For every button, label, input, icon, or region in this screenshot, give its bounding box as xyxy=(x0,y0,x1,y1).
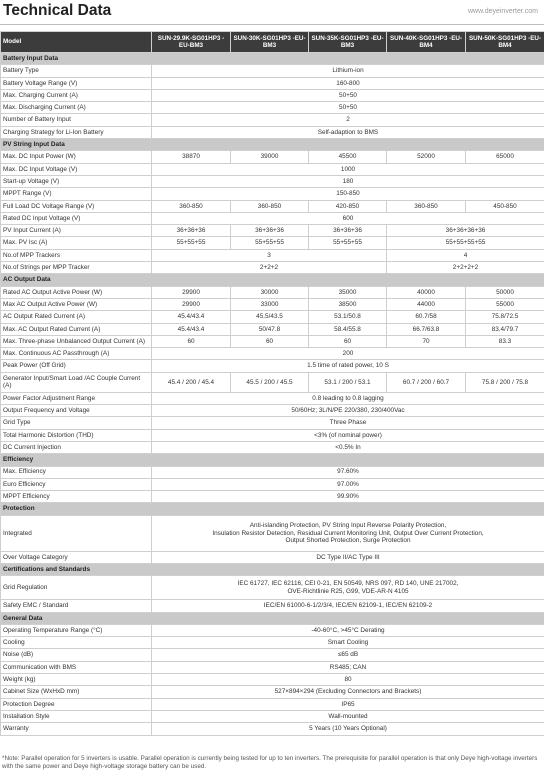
section-title: Efficiency xyxy=(1,454,544,466)
table-row xyxy=(1,360,544,372)
row-value: Self-adaption to BMS xyxy=(152,126,544,138)
table-row xyxy=(1,674,544,686)
section-header-row xyxy=(1,139,544,151)
row-value: 52000 xyxy=(387,151,466,163)
table-header-row xyxy=(1,32,544,53)
section-header-row xyxy=(1,563,544,575)
website-link[interactable]: www.deyeinverter.com xyxy=(467,8,538,15)
row-value: 1.5 time of rated power, 10 S xyxy=(152,360,544,372)
row-label: MPPT Efficiency xyxy=(1,491,152,503)
table-row xyxy=(1,237,544,249)
row-value: 36+36+36+36 xyxy=(387,225,544,237)
row-label: PV Input Current (A) xyxy=(1,225,152,237)
row-label: Charging Strategy for Li-Ion Battery xyxy=(1,126,152,138)
row-label: Battery Voltage Range (V) xyxy=(1,77,152,89)
row-value: 527×894×294 (Excluding Connectors and Brackets) xyxy=(152,686,544,698)
row-value: 44000 xyxy=(387,298,466,310)
row-value: Anti-islanding Protection, PV String Input Reverse Polarity Protection, Insulation Resistor Detection, Residual Current Monitoring Unit, Output Over Current Protection, Output Shorted Protection, Surge Protection xyxy=(152,515,544,551)
row-label: Noise (dB) xyxy=(1,649,152,661)
row-label: Warranty xyxy=(1,723,152,735)
row-value: 83.3 xyxy=(466,335,544,347)
row-value: RS485; CAN xyxy=(152,661,544,673)
row-value: -40-60°C, >45°C Derating xyxy=(152,624,544,636)
row-label: Weight (kg) xyxy=(1,674,152,686)
row-label: Output Frequency and Voltage xyxy=(1,405,152,417)
spec-table-body xyxy=(1,32,544,736)
model-column-header: SUN-35K-SG01HP3 -EU-BM3 xyxy=(309,32,387,53)
table-row xyxy=(1,89,544,101)
table-row xyxy=(1,225,544,237)
table-row xyxy=(1,323,544,335)
row-value: 50000 xyxy=(466,286,544,298)
row-value: 360-850 xyxy=(231,200,309,212)
row-label: Max. PV Isc (A) xyxy=(1,237,152,249)
table-row xyxy=(1,311,544,323)
row-label: Over Voltage Category xyxy=(1,551,152,563)
table-row xyxy=(1,491,544,503)
table-row xyxy=(1,405,544,417)
row-value: 45.4 / 200 / 45.4 xyxy=(152,372,231,392)
row-label: Cooling xyxy=(1,637,152,649)
table-row xyxy=(1,466,544,478)
row-value: 45500 xyxy=(309,151,387,163)
row-value: 58.4/55.8 xyxy=(309,323,387,335)
table-row xyxy=(1,686,544,698)
table-row xyxy=(1,392,544,404)
row-value: 53.1/50.8 xyxy=(309,311,387,323)
row-label: AC Output Rated Current (A) xyxy=(1,311,152,323)
section-header-row xyxy=(1,274,544,286)
row-value: 97.00% xyxy=(152,478,544,490)
row-value: 2 xyxy=(152,114,544,126)
row-value: 39000 xyxy=(231,151,309,163)
section-title: Battery Input Data xyxy=(1,53,544,65)
section-title: PV String Input Data xyxy=(1,139,544,151)
table-row xyxy=(1,249,544,261)
row-label: Generator Input/Smart Load /AC Couple Current (A) xyxy=(1,372,152,392)
row-value: 45.4/43.4 xyxy=(152,311,231,323)
table-row xyxy=(1,200,544,212)
row-value: 75.8 / 200 / 75.8 xyxy=(466,372,544,392)
spec-table xyxy=(0,31,544,736)
row-value: 420-850 xyxy=(309,200,387,212)
table-row xyxy=(1,637,544,649)
model-column-header: SUN-30K-SG01HP3 -EU-BM3 xyxy=(231,32,309,53)
row-label: Communication with BMS xyxy=(1,661,152,673)
row-label: DC Current Injection xyxy=(1,441,152,453)
page-title: Technical Data xyxy=(3,2,112,19)
row-label: Start-up Voltage (V) xyxy=(1,175,152,187)
row-value: 80 xyxy=(152,674,544,686)
row-value: 33000 xyxy=(231,298,309,310)
row-value: 66.7/63.8 xyxy=(387,323,466,335)
row-value: Lithium-ion xyxy=(152,65,544,77)
table-row xyxy=(1,710,544,722)
row-value: 0.8 leading to 0.8 lagging xyxy=(152,392,544,404)
row-value: <0.5% In xyxy=(152,441,544,453)
row-value: IEC/EN 61000-6-1/2/3/4, IEC/EN 62109-1, IEC/EN 62109-2 xyxy=(152,600,544,612)
row-value: 38870 xyxy=(152,151,231,163)
table-row xyxy=(1,163,544,175)
section-header-row xyxy=(1,454,544,466)
row-value: 1000 xyxy=(152,163,544,175)
row-label: MPPT Range (V) xyxy=(1,188,152,200)
table-row xyxy=(1,348,544,360)
table-row xyxy=(1,478,544,490)
row-value: 50+50 xyxy=(152,102,544,114)
row-value: 83.4/79.7 xyxy=(466,323,544,335)
row-label: Max. DC Input Voltage (V) xyxy=(1,163,152,175)
row-value: DC Type II/AC Type III xyxy=(152,551,544,563)
row-label: Integrated xyxy=(1,515,152,551)
row-value: 29900 xyxy=(152,286,231,298)
table-row xyxy=(1,262,544,274)
row-label: Protection Degree xyxy=(1,698,152,710)
row-value: 55+55+55+55 xyxy=(387,237,544,249)
row-value: 60 xyxy=(231,335,309,347)
row-label: Battery Type xyxy=(1,65,152,77)
table-row xyxy=(1,723,544,735)
table-row xyxy=(1,551,544,563)
row-value: 55+55+55 xyxy=(309,237,387,249)
row-value: 40000 xyxy=(387,286,466,298)
row-value: 97.60% xyxy=(152,466,544,478)
model-column-header: SUN-50K-SG01HP3 -EU-BM4 xyxy=(466,32,544,53)
row-value: 2+2+2 xyxy=(152,262,387,274)
header-divider xyxy=(0,24,544,25)
footnote: *Note: Parallel operation for 5 inverters is usable. Parallel operation is currently being tested for up to ten inverters. The prerequisite for parallel operation is that only Deye high-voltage inverters with the same power and Deye high-voltage storage battery can be used. xyxy=(2,755,538,771)
row-label: Max. AC Output Rated Current (A) xyxy=(1,323,152,335)
section-header-row xyxy=(1,612,544,624)
row-value: IEC 61727, IEC 62116, CEI 0-21, EN 50549, NRS 097, RD 140, UNE 217002, OVE-Richtlinie R25, G99, VDE-AR-N 4105 xyxy=(152,576,544,600)
table-row xyxy=(1,417,544,429)
table-row xyxy=(1,286,544,298)
row-value: 360-850 xyxy=(387,200,466,212)
page-header xyxy=(0,0,544,28)
row-value: Smart Cooling xyxy=(152,637,544,649)
section-header-row xyxy=(1,503,544,515)
table-row xyxy=(1,698,544,710)
row-label: Grid Regulation xyxy=(1,576,152,600)
row-label: Installation Style xyxy=(1,710,152,722)
table-row xyxy=(1,77,544,89)
row-value: <3% (of nominal power) xyxy=(152,429,544,441)
row-value: 55+55+55 xyxy=(152,237,231,249)
row-value: 600 xyxy=(152,212,544,224)
row-value: 36+36+36 xyxy=(309,225,387,237)
row-label: Max. Three-phase Unbalanced Output Current (A) xyxy=(1,335,152,347)
table-row xyxy=(1,102,544,114)
model-header: Model xyxy=(1,32,152,53)
table-row xyxy=(1,624,544,636)
row-value: 75.8/72.5 xyxy=(466,311,544,323)
table-row xyxy=(1,649,544,661)
row-label: Max. Continuous AC Passthrough (A) xyxy=(1,348,152,360)
row-value: 35000 xyxy=(309,286,387,298)
row-value: 99.90% xyxy=(152,491,544,503)
row-value: 29900 xyxy=(152,298,231,310)
table-row xyxy=(1,576,544,600)
row-value: Three Phase xyxy=(152,417,544,429)
section-title: Certifications and Standards xyxy=(1,563,544,575)
row-value: 50+50 xyxy=(152,89,544,101)
section-title: AC Output Data xyxy=(1,274,544,286)
row-value: 65000 xyxy=(466,151,544,163)
row-value: 53.1 / 200 / 53.1 xyxy=(309,372,387,392)
row-value: 160-800 xyxy=(152,77,544,89)
section-title: Protection xyxy=(1,503,544,515)
row-value: 4 xyxy=(387,249,544,261)
row-label: Full Load DC Voltage Range (V) xyxy=(1,200,152,212)
row-value: Wall-mounted xyxy=(152,710,544,722)
row-value: ≤65 dB xyxy=(152,649,544,661)
table-row xyxy=(1,600,544,612)
row-value: IP65 xyxy=(152,698,544,710)
table-row xyxy=(1,372,544,392)
table-row xyxy=(1,126,544,138)
row-label: Max. DC Input Power (W) xyxy=(1,151,152,163)
row-label: Rated AC Output Active Power (W) xyxy=(1,286,152,298)
row-label: Total Harmonic Distortion (THD) xyxy=(1,429,152,441)
row-value: 38500 xyxy=(309,298,387,310)
row-value: 36+36+36 xyxy=(152,225,231,237)
row-value: 360-850 xyxy=(152,200,231,212)
row-label: Max. Charging Current (A) xyxy=(1,89,152,101)
row-value: 60.7 / 200 / 60.7 xyxy=(387,372,466,392)
row-value: 150-850 xyxy=(152,188,544,200)
table-row xyxy=(1,298,544,310)
table-row xyxy=(1,188,544,200)
table-row xyxy=(1,429,544,441)
row-value: 200 xyxy=(152,348,544,360)
row-label: Number of Battery Input xyxy=(1,114,152,126)
row-label: Max AC Output Active Power (W) xyxy=(1,298,152,310)
row-value: 45.5 / 200 / 45.5 xyxy=(231,372,309,392)
row-value: 36+36+36 xyxy=(231,225,309,237)
row-label: Safety EMC / Standard xyxy=(1,600,152,612)
row-value: 2+2+2+2 xyxy=(387,262,544,274)
row-label: Operating Temperature Range (°C) xyxy=(1,624,152,636)
table-row xyxy=(1,175,544,187)
table-row xyxy=(1,441,544,453)
row-value: 5 Years (10 Years Optional) xyxy=(152,723,544,735)
table-row xyxy=(1,65,544,77)
row-value: 45.4/43.4 xyxy=(152,323,231,335)
row-value: 450-850 xyxy=(466,200,544,212)
table-row xyxy=(1,335,544,347)
row-label: Max. Discharging Current (A) xyxy=(1,102,152,114)
row-label: Peak Power (Off Grid) xyxy=(1,360,152,372)
table-row xyxy=(1,151,544,163)
model-column-header: SUN-29.9K-SG01HP3 -EU-BM3 xyxy=(152,32,231,53)
row-value: 60 xyxy=(309,335,387,347)
row-label: Grid Type xyxy=(1,417,152,429)
table-row xyxy=(1,661,544,673)
section-header-row xyxy=(1,53,544,65)
row-value: 180 xyxy=(152,175,544,187)
row-value: 70 xyxy=(387,335,466,347)
row-value: 50/47.8 xyxy=(231,323,309,335)
model-column-header: SUN-40K-SG01HP3 -EU-BM4 xyxy=(387,32,466,53)
row-label: No.of MPP Trackers xyxy=(1,249,152,261)
table-row xyxy=(1,212,544,224)
row-value: 55000 xyxy=(466,298,544,310)
row-label: Rated DC Input Voltage (V) xyxy=(1,212,152,224)
row-value: 30000 xyxy=(231,286,309,298)
row-value: 50/60Hz; 3L/N/PE 220/380, 230/400Vac xyxy=(152,405,544,417)
row-value: 55+55+55 xyxy=(231,237,309,249)
row-value: 60.7/58 xyxy=(387,311,466,323)
row-label: Power Factor Adjustment Range xyxy=(1,392,152,404)
row-value: 3 xyxy=(152,249,387,261)
table-row xyxy=(1,515,544,551)
row-label: Cabinet Size (WxHxD mm) xyxy=(1,686,152,698)
section-title: General Data xyxy=(1,612,544,624)
row-label: Max. Efficiency xyxy=(1,466,152,478)
row-value: 60 xyxy=(152,335,231,347)
row-label: No.of Strings per MPP Tracker xyxy=(1,262,152,274)
table-row xyxy=(1,114,544,126)
row-label: Euro Efficiency xyxy=(1,478,152,490)
row-value: 45.5/43.5 xyxy=(231,311,309,323)
